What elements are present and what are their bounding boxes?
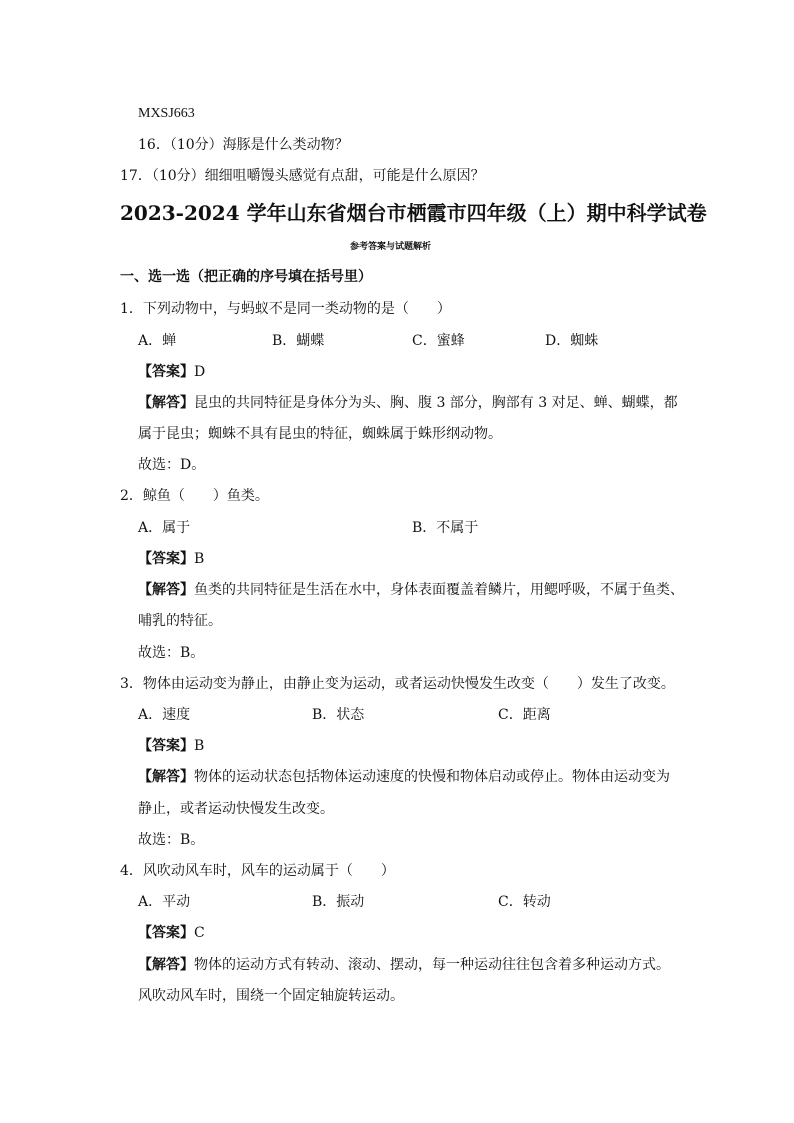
answer-value: B xyxy=(194,551,205,567)
analysis-text: 物体的运动状态包括物体运动速度的快慢和物体启动或停止。物体由运动变为 xyxy=(194,769,670,785)
answer-tag: 【答案】 xyxy=(138,364,194,380)
analysis-tag: 【解答】 xyxy=(138,582,194,598)
analysis-text: 鱼类的共同特征是生活在水中，身体表面覆盖着鳞片，用鳃呼吸，不属于鱼类、 xyxy=(194,582,684,598)
exam-title: 2023-2024 学年山东省烟台市栖霞市四年级（上）期中科学试卷 xyxy=(120,201,707,225)
option-b: B．状态 xyxy=(312,707,365,723)
analysis-tag: 【解答】 xyxy=(138,957,194,973)
analysis-line xyxy=(138,394,678,412)
option-c: C．蜜蜂 xyxy=(412,333,465,349)
question-16: 16．（10分）海豚是什么类动物？ xyxy=(138,137,349,153)
answer-subtitle: 参考答案与试题解析 xyxy=(350,242,432,252)
answer-value: D xyxy=(194,364,206,380)
option-a: A．速度 xyxy=(138,707,191,723)
analysis-line xyxy=(138,956,670,974)
section-heading: 一、选一选（把正确的序号填在括号里） xyxy=(120,269,372,285)
option-a: A．属于 xyxy=(138,520,191,536)
question-stem: 1．下列动物中，与蚂蚁不是同一类动物的是（ ） xyxy=(120,301,451,317)
question-stem: 4．风吹动风车时，风车的运动属于（ ） xyxy=(120,863,395,879)
option-b: B．不属于 xyxy=(412,520,479,536)
conclusion: 故选：B。 xyxy=(138,645,205,661)
analysis-text: 昆虫的共同特征是身体分为头、胸、腹 3 部分，胸部有 3 对足、蝉、蝴蝶，都 xyxy=(194,395,678,411)
answer-line xyxy=(138,363,205,381)
option-c: C．距离 xyxy=(498,707,551,723)
answer-value: C xyxy=(194,925,205,941)
answer-line xyxy=(138,924,205,942)
analysis-line xyxy=(138,581,684,599)
analysis-text: 哺乳的特征。 xyxy=(138,613,222,629)
analysis-text: 属于昆虫；蜘蛛不具有昆虫的特征，蜘蛛属于蛛形纲动物。 xyxy=(138,426,502,442)
conclusion: 故选：D。 xyxy=(138,457,206,473)
doc-code: MXSJ663 xyxy=(138,106,195,121)
option-a: A．平动 xyxy=(138,894,191,910)
option-c: C．转动 xyxy=(498,894,551,910)
answer-tag: 【答案】 xyxy=(138,551,194,567)
analysis-text: 风吹动风车时，围绕一个固定轴旋转运动。 xyxy=(138,988,404,1004)
question-17: 17．（10分）细细咀嚼馒头感觉有点甜，可能是什么原因？ xyxy=(120,168,485,184)
answer-tag: 【答案】 xyxy=(138,738,194,754)
option-a: A．蝉 xyxy=(138,333,177,349)
answer-tag: 【答案】 xyxy=(138,925,194,941)
option-d: D．蜘蛛 xyxy=(545,333,599,349)
conclusion: 故选：B。 xyxy=(138,832,205,848)
option-b: B．蝴蝶 xyxy=(272,333,325,349)
analysis-tag: 【解答】 xyxy=(138,395,194,411)
answer-line xyxy=(138,550,204,568)
option-b: B．振动 xyxy=(312,894,365,910)
answer-value: B xyxy=(194,738,205,754)
question-stem: 3．物体由运动变为静止，由静止变为运动，或者运动快慢发生改变（ ）发生了改变。 xyxy=(120,676,675,692)
question-stem: 2．鲸鱼（ ）鱼类。 xyxy=(120,488,269,504)
analysis-text: 物体的运动方式有转动、滚动、摆动，每一种运动往往包含着多种运动方式。 xyxy=(194,957,670,973)
analysis-line xyxy=(138,768,670,786)
analysis-tag: 【解答】 xyxy=(138,769,194,785)
answer-line xyxy=(138,737,204,755)
analysis-text: 静止，或者运动快慢发生改变。 xyxy=(138,801,334,817)
